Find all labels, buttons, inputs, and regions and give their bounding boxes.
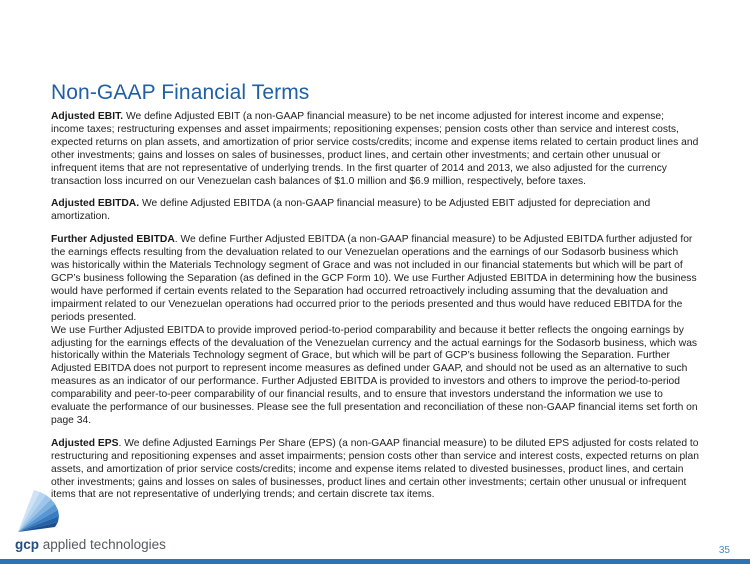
logo-rays [18, 490, 59, 532]
adjusted-eps-term: Adjusted EPS [51, 437, 119, 449]
further-adjusted-ebitda-usage-paragraph: We use Further Adjusted EBITDA to provide improved period-to-period comparability and because it better reflects the ongoing earnings by adjusting for the earnings effects of the devaluation of the Venezuelan currency and the actual earnings for the Sodasorb business, which was historically within the Materials Technology segment of Grace, but which will be part of GCP’s business following the Separation. Further Adjusted EBITDA does not purport to represent income measures as defined under GAAP, and should not be used as an alternative to such measures as an indicator of our performance. Further Adjusted EBITDA is provided to investors and others to improve the period-to-period comparability and peer-to-peer comparability of our financial results, and to ensure that investors understand the information we use to evaluate the performance of our businesses. Please see the full presentation and reconciliation of these non-GAAP financial items set forth on page 34. [51, 324, 698, 426]
page-number: 35 [718, 545, 730, 556]
adjusted-ebit-paragraph [51, 111, 699, 188]
further-adjusted-ebitda-paragraph [51, 234, 699, 324]
definitions-body [51, 111, 699, 502]
adjusted-ebitda-term: Adjusted EBITDA. [51, 198, 140, 210]
paragraph-gap [51, 224, 699, 234]
adjusted-ebitda-text: We define Adjusted EBITDA (a non-GAAP financial measure) to be Adjusted EBIT adjusted for depreciation and amortization. [51, 198, 651, 223]
adjusted-eps-paragraph [51, 438, 699, 503]
logo-applied-technologies: applied technologies [39, 537, 166, 552]
adjusted-ebit-text: We define Adjusted EBIT (a non-GAAP financial measure) to be net income adjusted for interest income and expense; income taxes; restructuring expenses and asset impairments; repositioning expenses; pension costs other than service and interest costs, expected returns on plan assets, and amortization of prior service costs/credits; income and expense items related to certain product lines and other investments; gains and losses on sales of businesses, product lines, and certain other investments; and certain other unusual or infrequent items that are not representative of underlying trends. In the first quarter of 2014 and 2013, we also adjusted for the currency transaction loss incurred on our Venezuelan cash balances of $1.0 million and $6.9 million, respectively, before taxes. [51, 111, 699, 187]
further-adjusted-ebitda-text: . We define Further Adjusted EBITDA (a non-GAAP financial measure) to be Adjusted EBITDA further adjusted for the earnings effects resulting from the devaluation related to our Venezuelan operations and the earnings of our Sodasorb business which was historically within the Materials Technology segment of Grace and was not included in our financial statements but which will be part of GCP’s business following the Separation (as defined in the GCP Form 10). We use Further Adjusted EBITDA in determining how the business would have performed if certain events related to the Separation had occurred retroactively including assuming that the devaluation and impairment related to our Venezuelan operations had occurred prior to the periods presented and thus would have reduced EBITDA for the periods presented. [51, 234, 697, 323]
adjusted-ebit-term: Adjusted EBIT. [51, 111, 124, 122]
further-adjusted-ebitda-term: Further Adjusted EBITDA [51, 234, 175, 246]
adjusted-eps-text: . We define Adjusted Earnings Per Share (EPS) (a non-GAAP financial measure) to be diluted EPS adjusted for costs related to restructuring and repositioning expenses and asset impairments; pension costs other than service and interest costs, expected returns on plan assets, and amortization of prior service costs/credits; income and expense items related to divested businesses, product lines, and certain other investments; gains and losses on sales of businesses, product lines and certain other investments; certain other unusual or infrequent items that are not representative of underlying trends; and certain discrete tax items. [51, 437, 699, 501]
page-title: Non-GAAP Financial Terms [51, 81, 310, 104]
paragraph-gap [51, 188, 699, 198]
bottom-bar [0, 559, 750, 564]
adjusted-ebitda-paragraph [51, 198, 699, 224]
logo-gcp: gcp [15, 537, 40, 552]
gcp-logo-icon [14, 486, 62, 534]
company-logo-text [15, 537, 166, 552]
paragraph-gap [51, 428, 699, 438]
